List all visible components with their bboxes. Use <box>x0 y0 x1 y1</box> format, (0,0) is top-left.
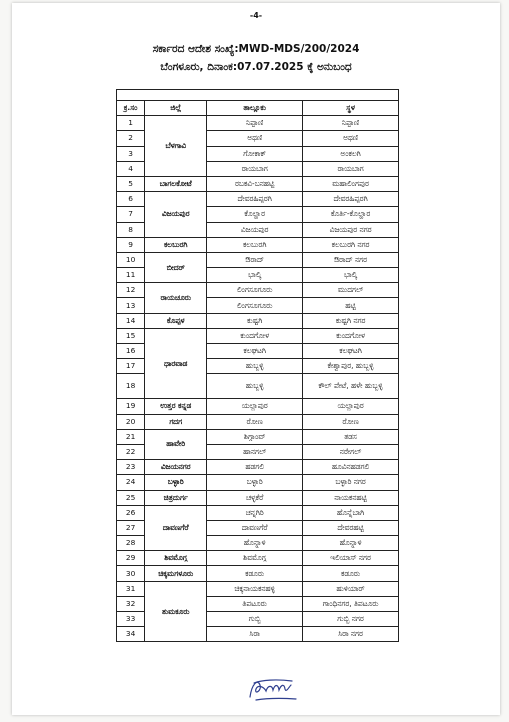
serial-no-cell: 7 <box>117 207 145 222</box>
signature-mark <box>242 671 302 705</box>
taluk-cell: ಹುಬ್ಬಳ್ಳಿ <box>207 374 303 399</box>
place-cell: ದೇವರಹಟ್ಟಿ <box>303 520 399 535</box>
table-row <box>117 490 399 505</box>
serial-no-cell: 30 <box>117 566 145 581</box>
taluk-cell: ಚನ್ನಗಿರಿ <box>207 505 303 520</box>
taluk-cell: ನಿಪ್ಪಾಣಿ <box>207 116 303 131</box>
table-row <box>117 399 399 414</box>
table-row <box>117 505 399 520</box>
place-cell: ಕೊರ್ತಿ-ಕೊಲ್ಹಾರ <box>303 207 399 222</box>
table-row <box>117 328 399 343</box>
serial-no-cell: 34 <box>117 627 145 642</box>
taluk-cell: ತಿಪಟೂರು <box>207 596 303 611</box>
place-cell: ಔರಾದ್ ನಗರ <box>303 252 399 267</box>
place-cell: ಭಾಲ್ಕಿ <box>303 268 399 283</box>
serial-no-cell: 25 <box>117 490 145 505</box>
place-cell: ಕಡೂರು <box>303 566 399 581</box>
taluk-cell: ಗುಬ್ಬಿ <box>207 612 303 627</box>
place-cell: ನಾಯಕನಹಟ್ಟಿ <box>303 490 399 505</box>
taluk-cell: ರಬಕವಿ-ಬನಹಟ್ಟಿ <box>207 176 303 191</box>
place-cell: ತಡಸ <box>303 429 399 444</box>
taluk-cell: ಶಿವಮೊಗ್ಗ <box>207 551 303 566</box>
table-row <box>117 283 399 298</box>
table-row <box>117 460 399 475</box>
taluk-cell: ಶಿಗ್ಗಾಂವ್ <box>207 429 303 444</box>
place-cell: ಬಳ್ಳಾರಿ ನಗರ <box>303 475 399 490</box>
serial-no-cell: 8 <box>117 222 145 237</box>
serial-no-cell: 29 <box>117 551 145 566</box>
place-cell: ಕುಷ್ಟಗಿ ನಗರ <box>303 313 399 328</box>
place-cell: ನಿಪ್ಪಾಣಿ <box>303 116 399 131</box>
table-row <box>117 116 399 131</box>
taluk-cell: ಸಿರಾ <box>207 627 303 642</box>
table-row <box>117 237 399 252</box>
page-number: -4- <box>249 11 263 20</box>
serial-no-cell: 9 <box>117 237 145 252</box>
district-cell: ಬಾಗಲಕೋಟೆ <box>145 176 207 191</box>
district-cell: ದಾವಣಗೆರೆ <box>145 505 207 551</box>
place-cell: ಮಹಾಲಿಂಗಪುರ <box>303 176 399 191</box>
serial-no-cell: 6 <box>117 192 145 207</box>
taluk-cell: ಕಡೂರು <box>207 566 303 581</box>
serial-no-cell: 12 <box>117 283 145 298</box>
place-cell: ಗುಬ್ಬಿ ನಗರ <box>303 612 399 627</box>
serial-no-cell: 31 <box>117 581 145 596</box>
place-cell: ಮುದಗಲ್ <box>303 283 399 298</box>
district-cell: ವಿಜಯಪುರ <box>145 192 207 238</box>
district-cell: ಚಿತ್ರದುರ್ಗ <box>145 490 207 505</box>
district-cell: ಹಾವೇರಿ <box>145 429 207 459</box>
table-row <box>117 252 399 267</box>
taluk-cell: ಯಲ್ಲಾಪುರ <box>207 399 303 414</box>
taluk-cell: ಕಲಬುರಗಿ <box>207 237 303 252</box>
serial-no-cell: 2 <box>117 131 145 146</box>
place-cell: ರಾಯಬಾಗ <box>303 161 399 176</box>
table-row <box>117 475 399 490</box>
blank-cell <box>117 90 399 101</box>
place-cell: ಅಂಕಲಗಿ <box>303 146 399 161</box>
serial-no-cell: 13 <box>117 298 145 313</box>
table-row <box>117 192 399 207</box>
district-cell: ಬೀದರ್ <box>145 252 207 282</box>
place-cell: ಕುಂದಗೋಳ <box>303 328 399 343</box>
place-cell: ಹೂವಿನಹಡಗಲಿ <box>303 460 399 475</box>
taluk-cell: ಹುಬ್ಬಳ್ಳಿ <box>207 359 303 374</box>
place-cell: ಹುಳಿಯಾರ್ <box>303 581 399 596</box>
district-cell: ಕೊಪ್ಪಳ <box>145 313 207 328</box>
serial-no-cell: 5 <box>117 176 145 191</box>
annexure-date-heading: ಬೆಂಗಳೂರು, ದಿನಾಂಕ:07.07.2025 ಕ್ಕೆ ಅನುಬಂಧ <box>160 61 352 73</box>
serial-no-cell: 23 <box>117 460 145 475</box>
place-cell: ರೋಣ <box>303 414 399 429</box>
district-cell: ಚಿಕ್ಕಮಗಳೂರು <box>145 566 207 581</box>
order-number-heading: ಸರ್ಕಾರದ ಆದೇಶ ಸಂಖ್ಯೆ:MWD-MDS/200/2024 <box>152 43 360 55</box>
district-cell: ಬೆಳಗಾವಿ <box>145 116 207 177</box>
table-row <box>117 176 399 191</box>
taluk-cell: ಹಡಗಲಿ <box>207 460 303 475</box>
place-cell: ಕಲಘಟಗಿ <box>303 344 399 359</box>
header-place: ಸ್ಥಳ <box>303 101 399 116</box>
place-cell: ಕೌಲ್ ಪೇಟೆ, ಹಳೇ ಹುಬ್ಬಳ್ಳಿ <box>303 374 399 399</box>
table-row <box>117 581 399 596</box>
serial-no-cell: 17 <box>117 359 145 374</box>
document-page <box>12 3 500 715</box>
place-cell: ಕೇಶ್ವಾಪುರ, ಹುಬ್ಬಳ್ಳಿ <box>303 359 399 374</box>
taluk-cell: ಭಾಲ್ಕಿ <box>207 268 303 283</box>
place-cell: ವಿಜಯಪುರ ನಗರ <box>303 222 399 237</box>
serial-no-cell: 14 <box>117 313 145 328</box>
table-row <box>117 566 399 581</box>
table-row <box>117 414 399 429</box>
place-cell: ಹಟ್ಟಿ <box>303 298 399 313</box>
table-header-row <box>117 101 399 116</box>
serial-no-cell: 3 <box>117 146 145 161</box>
place-cell: ಇಲಿಯಾಸ್ ನಗರ <box>303 551 399 566</box>
taluk-cell: ಗೋಕಾಕ್ <box>207 146 303 161</box>
table-blank-row <box>117 90 399 101</box>
taluk-cell: ರೋಣ <box>207 414 303 429</box>
serial-no-cell: 15 <box>117 328 145 343</box>
serial-no-cell: 28 <box>117 536 145 551</box>
taluk-cell: ಲಿಂಗಸೂಗೂರು <box>207 298 303 313</box>
header-taluk: ತಾಲ್ಲೂಕು <box>207 101 303 116</box>
taluk-cell: ಕಲಘಟಗಿ <box>207 344 303 359</box>
serial-no-cell: 18 <box>117 374 145 399</box>
taluk-cell: ಲಿಂಗಸೂಗೂರು <box>207 283 303 298</box>
place-cell: ಅಥಣಿ <box>303 131 399 146</box>
table-row <box>117 551 399 566</box>
place-cell: ಯಲ್ಲಾಪುರ <box>303 399 399 414</box>
serial-no-cell: 10 <box>117 252 145 267</box>
serial-no-cell: 27 <box>117 520 145 535</box>
serial-no-cell: 11 <box>117 268 145 283</box>
taluk-cell: ಅಥಣಿ <box>207 131 303 146</box>
taluk-cell: ದಾವಣಗೆರೆ <box>207 520 303 535</box>
table-row <box>117 429 399 444</box>
serial-no-cell: 16 <box>117 344 145 359</box>
taluk-cell: ಕುಂದಗೋಳ <box>207 328 303 343</box>
taluk-cell: ಹೊನ್ನಾಳಿ <box>207 536 303 551</box>
taluk-cell: ಚಿಕ್ಕನಾಯಕನಹಳ್ಳಿ <box>207 581 303 596</box>
taluk-cell: ವಿಜಯಪುರ <box>207 222 303 237</box>
serial-no-cell: 22 <box>117 444 145 459</box>
taluk-cell: ಹಾನಗಲ್ <box>207 444 303 459</box>
district-cell: ತುಮಕೂರು <box>145 581 207 642</box>
district-cell: ವಿಜಯನಗರ <box>145 460 207 475</box>
serial-no-cell: 24 <box>117 475 145 490</box>
header-district: ಜಿಲ್ಲೆ <box>145 101 207 116</box>
header-serial-no: ಕ್ರ.ಸಂ <box>117 101 145 116</box>
district-cell: ಕಲಬುರಗಿ <box>145 237 207 252</box>
district-cell: ಶಿವಮೊಗ್ಗ <box>145 551 207 566</box>
district-cell: ಉತ್ತರ ಕನ್ನಡ <box>145 399 207 414</box>
place-cell: ನರೇಗಲ್ <box>303 444 399 459</box>
district-cell: ರಾಯಚೂರು <box>145 283 207 313</box>
place-cell: ಗಾಂಧಿನಗರ, ತಿಪಟೂರು <box>303 596 399 611</box>
serial-no-cell: 19 <box>117 399 145 414</box>
serial-no-cell: 20 <box>117 414 145 429</box>
serial-no-cell: 4 <box>117 161 145 176</box>
taluk-cell: ಬಳ್ಳಾರಿ <box>207 475 303 490</box>
place-cell: ಸಿರಾ ನಗರ <box>303 627 399 642</box>
place-cell: ಕಲಬುರಗಿ ನಗರ <box>303 237 399 252</box>
table-row <box>117 313 399 328</box>
district-cell: ಬಳ್ಳಾರಿ <box>145 475 207 490</box>
place-cell: ಹೊನ್ನಾಳಿ <box>303 536 399 551</box>
taluk-cell: ದೇವರಹಿಪ್ಪರಗಿ <box>207 192 303 207</box>
district-cell: ಧಾರವಾಡ <box>145 328 207 399</box>
annexure-table <box>116 89 399 642</box>
serial-no-cell: 21 <box>117 429 145 444</box>
serial-no-cell: 26 <box>117 505 145 520</box>
taluk-cell: ಔರಾದ್ <box>207 252 303 267</box>
taluk-cell: ಚಳ್ಳಕೆರೆ <box>207 490 303 505</box>
annexure-table-body <box>117 90 399 642</box>
place-cell: ಹೊನ್ನೆಬಾಗಿ <box>303 505 399 520</box>
taluk-cell: ಕುಷ್ಟಗಿ <box>207 313 303 328</box>
district-cell: ಗದಗ <box>145 414 207 429</box>
place-cell: ದೇವರಹಿಪ್ಪರಗಿ <box>303 192 399 207</box>
taluk-cell: ಕೊಲ್ಹಾರ <box>207 207 303 222</box>
serial-no-cell: 1 <box>117 116 145 131</box>
serial-no-cell: 32 <box>117 596 145 611</box>
taluk-cell: ರಾಯಬಾಗ <box>207 161 303 176</box>
serial-no-cell: 33 <box>117 612 145 627</box>
